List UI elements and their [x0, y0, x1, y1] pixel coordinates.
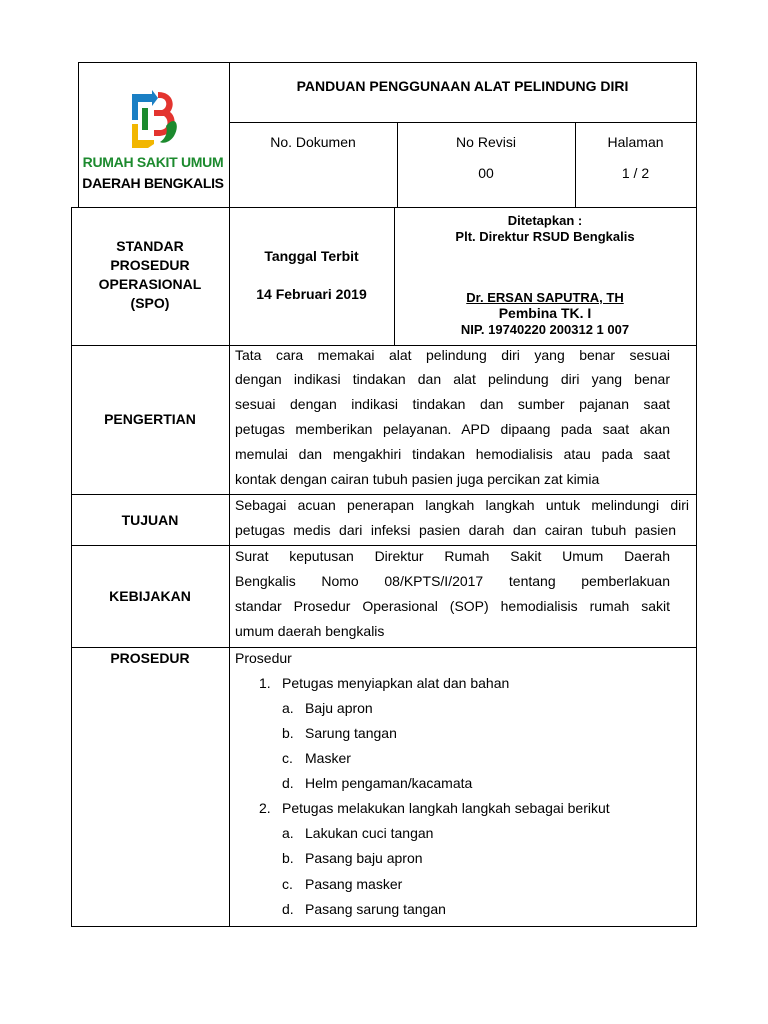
halaman-value: 1 / 2 — [621, 165, 650, 181]
director-name: Dr. ERSAN SAPUTRA, TH — [466, 290, 624, 305]
prosedur-intro: Prosedur — [235, 650, 292, 666]
list-marker: 1. — [259, 675, 271, 691]
prosedur-label: PROSEDUR — [110, 650, 190, 666]
no-revisi-label: No Revisi — [456, 134, 516, 150]
kebijakan-label: KEBIJAKAN — [109, 588, 191, 604]
list-item: Pasang baju apron — [305, 850, 423, 866]
list-marker: c. — [282, 750, 293, 766]
list-item: Sarung tangan — [305, 725, 397, 741]
pengertian-label: PENGERTIAN — [104, 411, 196, 427]
director-rank: Pembina TK. I — [498, 305, 592, 321]
list-item: Lakukan cuci tangan — [305, 825, 434, 841]
list-item: Masker — [305, 750, 351, 766]
list-item: Pasang masker — [305, 876, 403, 892]
list-marker: a. — [282, 825, 294, 841]
no-revisi-value: 00 — [478, 165, 494, 181]
list-marker: c. — [282, 876, 293, 892]
halaman-label: Halaman — [607, 134, 664, 150]
director-nip: NIP. 19740220 200312 1 007 — [460, 322, 630, 337]
list-marker: d. — [282, 775, 294, 791]
logo-text-line1: RUMAH SAKIT UMUM — [82, 154, 224, 170]
list-marker: 2. — [259, 800, 271, 816]
list-item: Pasang sarung tangan — [305, 901, 446, 917]
list-item: Baju apron — [305, 700, 373, 716]
list-marker: b. — [282, 725, 294, 741]
list-item: Helm pengaman/kacamata — [305, 775, 473, 791]
document-title: PANDUAN PENGGUNAAN ALAT PELINDUNG DIRI — [296, 78, 629, 94]
logo-text-line2: DAERAH BENGKALIS — [82, 175, 224, 191]
hospital-logo — [124, 86, 182, 150]
list-marker: a. — [282, 700, 294, 716]
tanggal-terbit-value: 14 Februari 2019 — [256, 286, 367, 302]
list-item: Petugas melakukan langkah langkah sebagai berikut — [282, 800, 610, 816]
list-marker: d. — [282, 901, 294, 917]
jabatan-text: Plt. Direktur RSUD Bengkalis — [455, 229, 635, 244]
tujuan-label: TUJUAN — [121, 512, 179, 528]
ditetapkan-label: Ditetapkan : — [507, 213, 583, 228]
list-marker: b. — [282, 850, 294, 866]
tanggal-terbit-label: Tanggal Terbit — [264, 248, 359, 264]
list-item: Petugas menyiapkan alat dan bahan — [282, 675, 510, 691]
no-dokumen-label: No. Dokumen — [270, 134, 356, 150]
